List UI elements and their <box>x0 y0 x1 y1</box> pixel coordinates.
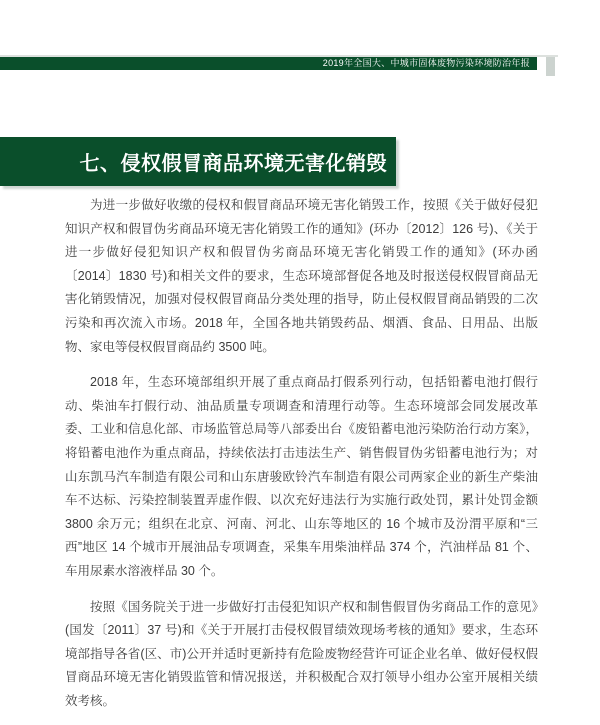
document-body <box>65 194 538 725</box>
page-edge-artifact <box>546 57 555 76</box>
paragraph-3: 按照《国务院关于进一步做好打击侵犯知识产权和制售假冒伪劣商品工作的意见》(国发〔2011〕37 号)和《关于开展打击侵权假冒绩效现场考核的通知》要求，生态环境部指导各省(区、市)公开并适时更新持有危险废物经营许可证企业名单、做好侵权假冒商品环境无害化销毁监管和情况报送，并积极配合双打领导小组办公室开展相关绩效考核。 <box>65 599 538 708</box>
section-title: 七、侵权假冒商品环境无害化销毁 <box>79 153 387 175</box>
paragraph-2: 2018 年，生态环境部组织开展了重点商品打假系列行动，包括铅蓄电池打假行动、柴油车打假行动、油品质量专项调查和清理行动等。生态环境部会同发展改革委、工业和信息化部、市场监管总局等八部委出台《废铅蓄电池污染防治行动方案》，将铅蓄电池作为重点商品，持续依法打击违法生产、销售假冒伪劣铅蓄电池行为；对山东凯马汽车制造有限公司和山东唐骏欧铃汽车制造有限公司两家企业的新生产柴油车不达标、污染控制装置弄虚作假、以次充好违法行为实施行政处罚，累计处罚金额 3800 余万元；组织在北京、河南、河北、山东等地区的 16 个城市及汾渭平原和“三西”地区 14 个城市开展油品专项调查，采集车用柴油样品 374 个，汽油样品 81 个、车用尿素水溶液样品 30 个。 <box>65 375 538 578</box>
paragraph-1: 为进一步做好收缴的侵权和假冒商品环境无害化销毁工作，按照《关于做好侵犯知识产权和假冒伪劣商品环境无害化销毁工作的通知》(环办〔2012〕126 号)、《关于进一步做好侵犯知识产权和假冒伪劣商品环境无害化销毁工作的通知》(环办函〔2014〕1830 号)和相关文件的要求，生态环境部督促各地及时报送侵权假冒商品无害化销毁情况，加强对侵权假冒商品分类处理的指导，防止侵权假冒商品销毁的二次污染和再次流入市场。2018 年，全国各地共销毁药品、烟酒、食品、日用品、出版物、家电等侵权假冒商品约 3500 吨。 <box>65 198 538 354</box>
section-title-banner <box>0 137 396 186</box>
running-header-text: 2019年全国大、中城市固体废物污染环境防治年报 <box>322 58 530 68</box>
running-header-bar <box>0 57 537 70</box>
